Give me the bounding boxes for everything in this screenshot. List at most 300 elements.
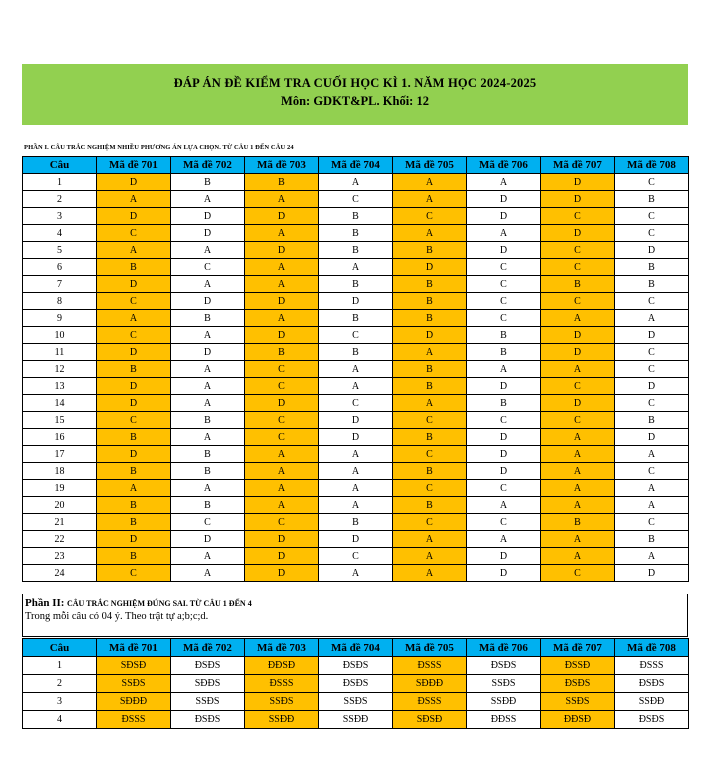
answer-cell: C bbox=[319, 548, 393, 565]
part2-heading bbox=[25, 597, 252, 609]
column-header-ma-de: Mã đề 705 bbox=[393, 157, 467, 174]
answer-cell: SSĐĐ bbox=[245, 711, 319, 729]
answer-cell: A bbox=[171, 276, 245, 293]
answer-cell: D bbox=[393, 327, 467, 344]
answer-cell: D bbox=[97, 344, 171, 361]
answer-cell: A bbox=[541, 548, 615, 565]
answer-cell: ĐSSS bbox=[393, 657, 467, 675]
table-row bbox=[23, 276, 689, 293]
answer-cell: SSĐĐ bbox=[615, 693, 689, 711]
table-row bbox=[23, 446, 689, 463]
question-number-cell: 18 bbox=[23, 463, 97, 480]
answer-cell: B bbox=[97, 514, 171, 531]
answer-cell: ĐSĐS bbox=[467, 657, 541, 675]
answer-cell: D bbox=[393, 259, 467, 276]
answer-cell: B bbox=[319, 310, 393, 327]
answer-cell: A bbox=[245, 259, 319, 276]
answer-cell: A bbox=[615, 310, 689, 327]
question-number-cell: 8 bbox=[23, 293, 97, 310]
part2-note: Trong mỗi câu có 04 ý. Theo trật tự a;b;c;d. bbox=[25, 611, 209, 622]
answer-cell: SSĐS bbox=[97, 675, 171, 693]
answer-cell: A bbox=[97, 480, 171, 497]
answer-cell: A bbox=[615, 497, 689, 514]
part2-answer-table bbox=[22, 638, 689, 729]
table-row bbox=[23, 344, 689, 361]
question-number-cell: 6 bbox=[23, 259, 97, 276]
answer-cell: ĐSSS bbox=[97, 711, 171, 729]
answer-cell: ĐSSS bbox=[615, 657, 689, 675]
answer-cell: C bbox=[393, 514, 467, 531]
answer-cell: A bbox=[541, 480, 615, 497]
answer-cell: C bbox=[541, 565, 615, 582]
answer-cell: D bbox=[171, 208, 245, 225]
answer-cell: A bbox=[171, 429, 245, 446]
answer-cell: B bbox=[615, 412, 689, 429]
question-number-cell: 24 bbox=[23, 565, 97, 582]
answer-cell: B bbox=[171, 497, 245, 514]
question-number-cell: 1 bbox=[23, 174, 97, 191]
answer-cell: D bbox=[171, 225, 245, 242]
answer-cell: C bbox=[467, 259, 541, 276]
table-row bbox=[23, 711, 689, 729]
answer-cell: B bbox=[319, 208, 393, 225]
answer-cell: C bbox=[615, 514, 689, 531]
answer-cell: A bbox=[97, 191, 171, 208]
answer-cell: A bbox=[171, 548, 245, 565]
answer-cell: ĐSĐS bbox=[319, 657, 393, 675]
answer-cell: D bbox=[319, 531, 393, 548]
question-number-cell: 20 bbox=[23, 497, 97, 514]
question-number-cell: 17 bbox=[23, 446, 97, 463]
answer-cell: B bbox=[393, 361, 467, 378]
answer-cell: C bbox=[541, 259, 615, 276]
answer-cell: B bbox=[319, 344, 393, 361]
answer-cell: A bbox=[393, 531, 467, 548]
table-row bbox=[23, 480, 689, 497]
answer-cell: A bbox=[245, 225, 319, 242]
answer-cell: ĐSĐS bbox=[615, 711, 689, 729]
answer-cell: D bbox=[97, 531, 171, 548]
answer-cell: ĐSĐS bbox=[541, 675, 615, 693]
answer-cell: SĐĐĐ bbox=[393, 675, 467, 693]
answer-cell: A bbox=[541, 531, 615, 548]
answer-cell: B bbox=[393, 463, 467, 480]
answer-cell: A bbox=[319, 480, 393, 497]
answer-cell: B bbox=[393, 497, 467, 514]
answer-cell: A bbox=[393, 191, 467, 208]
answer-cell: C bbox=[171, 259, 245, 276]
answer-cell: SĐSĐ bbox=[393, 711, 467, 729]
answer-cell: ĐSĐS bbox=[319, 675, 393, 693]
answer-cell: A bbox=[541, 310, 615, 327]
question-number-cell: 19 bbox=[23, 480, 97, 497]
answer-cell: B bbox=[171, 310, 245, 327]
question-number-cell: 21 bbox=[23, 514, 97, 531]
answer-cell: A bbox=[97, 310, 171, 327]
answer-cell: D bbox=[615, 565, 689, 582]
question-number-cell: 3 bbox=[23, 208, 97, 225]
answer-cell: A bbox=[171, 565, 245, 582]
answer-cell: C bbox=[467, 276, 541, 293]
table-header-row bbox=[23, 157, 689, 174]
answer-cell: SSĐS bbox=[467, 675, 541, 693]
answer-cell: C bbox=[393, 480, 467, 497]
question-number-cell: 9 bbox=[23, 310, 97, 327]
question-number-cell: 15 bbox=[23, 412, 97, 429]
table-row bbox=[23, 463, 689, 480]
answer-cell: D bbox=[245, 242, 319, 259]
answer-cell: B bbox=[393, 429, 467, 446]
answer-cell: A bbox=[245, 497, 319, 514]
answer-cell: C bbox=[97, 412, 171, 429]
table-row bbox=[23, 174, 689, 191]
answer-cell: C bbox=[467, 514, 541, 531]
answer-cell: C bbox=[467, 293, 541, 310]
answer-cell: C bbox=[97, 293, 171, 310]
answer-cell: B bbox=[97, 429, 171, 446]
answer-cell: A bbox=[171, 480, 245, 497]
answer-cell: D bbox=[541, 327, 615, 344]
column-header-ma-de: Mã đề 702 bbox=[171, 639, 245, 657]
answer-cell: A bbox=[319, 463, 393, 480]
question-number-cell: 11 bbox=[23, 344, 97, 361]
answer-cell: D bbox=[541, 191, 615, 208]
answer-cell: A bbox=[319, 259, 393, 276]
answer-cell: D bbox=[467, 242, 541, 259]
answer-cell: D bbox=[615, 378, 689, 395]
answer-cell: C bbox=[467, 310, 541, 327]
answer-cell: C bbox=[541, 412, 615, 429]
answer-cell: D bbox=[541, 344, 615, 361]
answer-cell: D bbox=[467, 548, 541, 565]
answer-cell: SSĐS bbox=[541, 693, 615, 711]
answer-cell: B bbox=[97, 497, 171, 514]
answer-cell: A bbox=[245, 310, 319, 327]
answer-cell: A bbox=[615, 548, 689, 565]
table-row bbox=[23, 310, 689, 327]
answer-cell: B bbox=[541, 514, 615, 531]
answer-cell: A bbox=[245, 480, 319, 497]
answer-cell: A bbox=[97, 242, 171, 259]
answer-cell: A bbox=[615, 480, 689, 497]
answer-cell: C bbox=[541, 378, 615, 395]
answer-cell: A bbox=[467, 225, 541, 242]
answer-cell: A bbox=[171, 242, 245, 259]
answer-cell: D bbox=[467, 565, 541, 582]
answer-cell: C bbox=[541, 242, 615, 259]
answer-cell: D bbox=[245, 548, 319, 565]
column-header-ma-de: Mã đề 704 bbox=[319, 157, 393, 174]
table-row bbox=[23, 259, 689, 276]
answer-cell: B bbox=[171, 174, 245, 191]
table-row bbox=[23, 565, 689, 582]
answer-cell: A bbox=[171, 191, 245, 208]
answer-cell: D bbox=[319, 412, 393, 429]
answer-cell: A bbox=[467, 497, 541, 514]
column-header-ma-de: Mã đề 701 bbox=[97, 639, 171, 657]
column-header-ma-de: Mã đề 703 bbox=[245, 157, 319, 174]
table-row bbox=[23, 361, 689, 378]
answer-cell: B bbox=[615, 191, 689, 208]
question-number-cell: 22 bbox=[23, 531, 97, 548]
answer-cell: ĐĐSS bbox=[467, 711, 541, 729]
column-header-ma-de: Mã đề 704 bbox=[319, 639, 393, 657]
question-number-cell: 12 bbox=[23, 361, 97, 378]
answer-cell: D bbox=[97, 446, 171, 463]
part2-caption: CÂU TRẮC NGHIỆM ĐÚNG SAI. TỪ CÂU 1 ĐẾN 4 bbox=[66, 599, 252, 608]
answer-cell: SĐĐĐ bbox=[97, 693, 171, 711]
answer-cell: D bbox=[171, 531, 245, 548]
answer-cell: C bbox=[97, 327, 171, 344]
column-header-ma-de: Mã đề 702 bbox=[171, 157, 245, 174]
table-row bbox=[23, 191, 689, 208]
answer-cell: B bbox=[393, 293, 467, 310]
answer-cell: C bbox=[541, 208, 615, 225]
column-header-cau: Câu bbox=[23, 639, 97, 657]
answer-cell: D bbox=[467, 429, 541, 446]
answer-cell: D bbox=[245, 395, 319, 412]
answer-cell: B bbox=[467, 327, 541, 344]
answer-cell: C bbox=[467, 480, 541, 497]
answer-cell: B bbox=[393, 310, 467, 327]
answer-cell: SĐSĐ bbox=[97, 657, 171, 675]
answer-cell: A bbox=[171, 361, 245, 378]
answer-cell: C bbox=[245, 378, 319, 395]
question-number-cell: 13 bbox=[23, 378, 97, 395]
question-number-cell: 5 bbox=[23, 242, 97, 259]
answer-cell: C bbox=[393, 446, 467, 463]
table-row bbox=[23, 531, 689, 548]
answer-cell: A bbox=[171, 327, 245, 344]
column-header-ma-de: Mã đề 705 bbox=[393, 639, 467, 657]
answer-cell: A bbox=[245, 191, 319, 208]
answer-cell: D bbox=[467, 191, 541, 208]
column-header-ma-de: Mã đề 706 bbox=[467, 157, 541, 174]
answer-cell: A bbox=[319, 497, 393, 514]
answer-cell: C bbox=[615, 174, 689, 191]
answer-cell: C bbox=[245, 412, 319, 429]
table-row bbox=[23, 293, 689, 310]
answer-cell: C bbox=[615, 208, 689, 225]
answer-cell: D bbox=[245, 208, 319, 225]
answer-cell: SSĐĐ bbox=[319, 711, 393, 729]
answer-cell: A bbox=[393, 395, 467, 412]
answer-cell: B bbox=[615, 531, 689, 548]
answer-cell: C bbox=[615, 395, 689, 412]
answer-cell: C bbox=[319, 191, 393, 208]
answer-cell: SĐĐS bbox=[171, 675, 245, 693]
table-row bbox=[23, 429, 689, 446]
table-row bbox=[23, 497, 689, 514]
answer-cell: C bbox=[319, 327, 393, 344]
answer-cell: C bbox=[393, 208, 467, 225]
answer-cell: A bbox=[319, 378, 393, 395]
answer-cell: ĐĐSĐ bbox=[541, 711, 615, 729]
answer-cell: A bbox=[615, 446, 689, 463]
answer-cell: ĐSSS bbox=[245, 675, 319, 693]
answer-cell: D bbox=[97, 395, 171, 412]
answer-cell: D bbox=[319, 429, 393, 446]
answer-cell: A bbox=[541, 497, 615, 514]
answer-cell: D bbox=[541, 174, 615, 191]
answer-cell: ĐĐSĐ bbox=[245, 657, 319, 675]
table-row bbox=[23, 208, 689, 225]
answer-cell: B bbox=[467, 395, 541, 412]
table-row bbox=[23, 514, 689, 531]
table-row bbox=[23, 225, 689, 242]
answer-cell: A bbox=[319, 361, 393, 378]
answer-cell: B bbox=[97, 463, 171, 480]
answer-cell: SSĐS bbox=[171, 693, 245, 711]
answer-cell: A bbox=[393, 548, 467, 565]
answer-cell: C bbox=[245, 429, 319, 446]
answer-cell: D bbox=[467, 446, 541, 463]
answer-cell: B bbox=[171, 463, 245, 480]
answer-cell: B bbox=[171, 446, 245, 463]
answer-cell: D bbox=[245, 327, 319, 344]
answer-cell: B bbox=[97, 259, 171, 276]
answer-cell: D bbox=[171, 293, 245, 310]
answer-cell: C bbox=[245, 361, 319, 378]
answer-cell: C bbox=[615, 361, 689, 378]
answer-cell: C bbox=[615, 293, 689, 310]
table-header-row bbox=[23, 639, 689, 657]
answer-cell: C bbox=[97, 565, 171, 582]
answer-cell: SSĐĐ bbox=[467, 693, 541, 711]
answer-cell: C bbox=[319, 395, 393, 412]
answer-cell: B bbox=[245, 174, 319, 191]
answer-cell: A bbox=[393, 565, 467, 582]
answer-cell: D bbox=[467, 208, 541, 225]
column-header-ma-de: Mã đề 703 bbox=[245, 639, 319, 657]
answer-cell: A bbox=[541, 429, 615, 446]
answer-cell: A bbox=[319, 446, 393, 463]
answer-cell: D bbox=[171, 344, 245, 361]
answer-cell: A bbox=[393, 174, 467, 191]
column-header-ma-de: Mã đề 708 bbox=[615, 157, 689, 174]
answer-cell: C bbox=[615, 463, 689, 480]
answer-cell: B bbox=[393, 378, 467, 395]
answer-cell: B bbox=[615, 276, 689, 293]
question-number-cell: 4 bbox=[23, 711, 97, 729]
answer-cell: A bbox=[467, 174, 541, 191]
answer-cell: A bbox=[393, 344, 467, 361]
answer-cell: A bbox=[245, 463, 319, 480]
answer-cell: D bbox=[615, 242, 689, 259]
answer-cell: A bbox=[541, 361, 615, 378]
column-header-ma-de: Mã đề 706 bbox=[467, 639, 541, 657]
question-number-cell: 2 bbox=[23, 191, 97, 208]
question-number-cell: 14 bbox=[23, 395, 97, 412]
answer-cell: B bbox=[319, 242, 393, 259]
answer-cell: D bbox=[541, 225, 615, 242]
answer-cell: A bbox=[171, 378, 245, 395]
column-header-ma-de: Mã đề 707 bbox=[541, 639, 615, 657]
answer-cell: ĐSSS bbox=[393, 693, 467, 711]
answer-cell: A bbox=[245, 276, 319, 293]
answer-cell: C bbox=[245, 514, 319, 531]
answer-cell: A bbox=[393, 225, 467, 242]
answer-cell: D bbox=[319, 293, 393, 310]
column-header-ma-de: Mã đề 707 bbox=[541, 157, 615, 174]
question-number-cell: 10 bbox=[23, 327, 97, 344]
answer-cell: B bbox=[541, 276, 615, 293]
answer-cell: B bbox=[245, 344, 319, 361]
answer-cell: A bbox=[319, 565, 393, 582]
answer-cell: D bbox=[97, 378, 171, 395]
answer-cell: SSĐS bbox=[245, 693, 319, 711]
answer-cell: A bbox=[541, 446, 615, 463]
table-row bbox=[23, 395, 689, 412]
answer-cell: B bbox=[171, 412, 245, 429]
answer-cell: A bbox=[541, 463, 615, 480]
answer-cell: D bbox=[467, 463, 541, 480]
question-number-cell: 16 bbox=[23, 429, 97, 446]
answer-cell: D bbox=[467, 378, 541, 395]
part1-answer-table bbox=[22, 156, 689, 582]
answer-cell: C bbox=[171, 514, 245, 531]
table-row bbox=[23, 327, 689, 344]
table-row bbox=[23, 693, 689, 711]
answer-cell: D bbox=[245, 293, 319, 310]
table-row bbox=[23, 412, 689, 429]
answer-cell: C bbox=[97, 225, 171, 242]
question-number-cell: 2 bbox=[23, 675, 97, 693]
answer-cell: SSĐS bbox=[319, 693, 393, 711]
answer-cell: D bbox=[97, 174, 171, 191]
question-number-cell: 7 bbox=[23, 276, 97, 293]
answer-cell: C bbox=[615, 344, 689, 361]
table-row bbox=[23, 675, 689, 693]
answer-cell: D bbox=[97, 208, 171, 225]
answer-cell: A bbox=[171, 395, 245, 412]
answer-cell: A bbox=[245, 446, 319, 463]
answer-cell: C bbox=[393, 412, 467, 429]
answer-cell: A bbox=[467, 531, 541, 548]
column-header-ma-de: Mã đề 708 bbox=[615, 639, 689, 657]
answer-cell: B bbox=[97, 548, 171, 565]
answer-cell: B bbox=[319, 276, 393, 293]
answer-cell: B bbox=[393, 242, 467, 259]
column-header-ma-de: Mã đề 701 bbox=[97, 157, 171, 174]
answer-cell: A bbox=[319, 174, 393, 191]
answer-cell: C bbox=[615, 225, 689, 242]
answer-cell: D bbox=[97, 276, 171, 293]
question-number-cell: 4 bbox=[23, 225, 97, 242]
answer-cell: D bbox=[541, 395, 615, 412]
answer-cell: ĐSĐS bbox=[171, 657, 245, 675]
table-row bbox=[23, 657, 689, 675]
table-row bbox=[23, 548, 689, 565]
answer-cell: ĐSĐS bbox=[615, 675, 689, 693]
page-title: ĐÁP ÁN ĐỀ KIỂM TRA CUỐI HỌC KÌ 1. NĂM HỌC 2024-2025 bbox=[173, 76, 537, 90]
table-row bbox=[23, 242, 689, 259]
answer-cell: A bbox=[467, 361, 541, 378]
answer-cell: D bbox=[615, 429, 689, 446]
answer-cell: B bbox=[393, 276, 467, 293]
answer-cell: D bbox=[615, 327, 689, 344]
answer-cell: B bbox=[467, 344, 541, 361]
answer-cell: B bbox=[615, 259, 689, 276]
part2-label: Phần II: bbox=[25, 597, 65, 609]
answer-cell: B bbox=[319, 225, 393, 242]
title-banner bbox=[22, 64, 688, 125]
question-number-cell: 23 bbox=[23, 548, 97, 565]
question-number-cell: 3 bbox=[23, 693, 97, 711]
answer-cell: B bbox=[97, 361, 171, 378]
answer-cell: C bbox=[467, 412, 541, 429]
answer-cell: B bbox=[319, 514, 393, 531]
